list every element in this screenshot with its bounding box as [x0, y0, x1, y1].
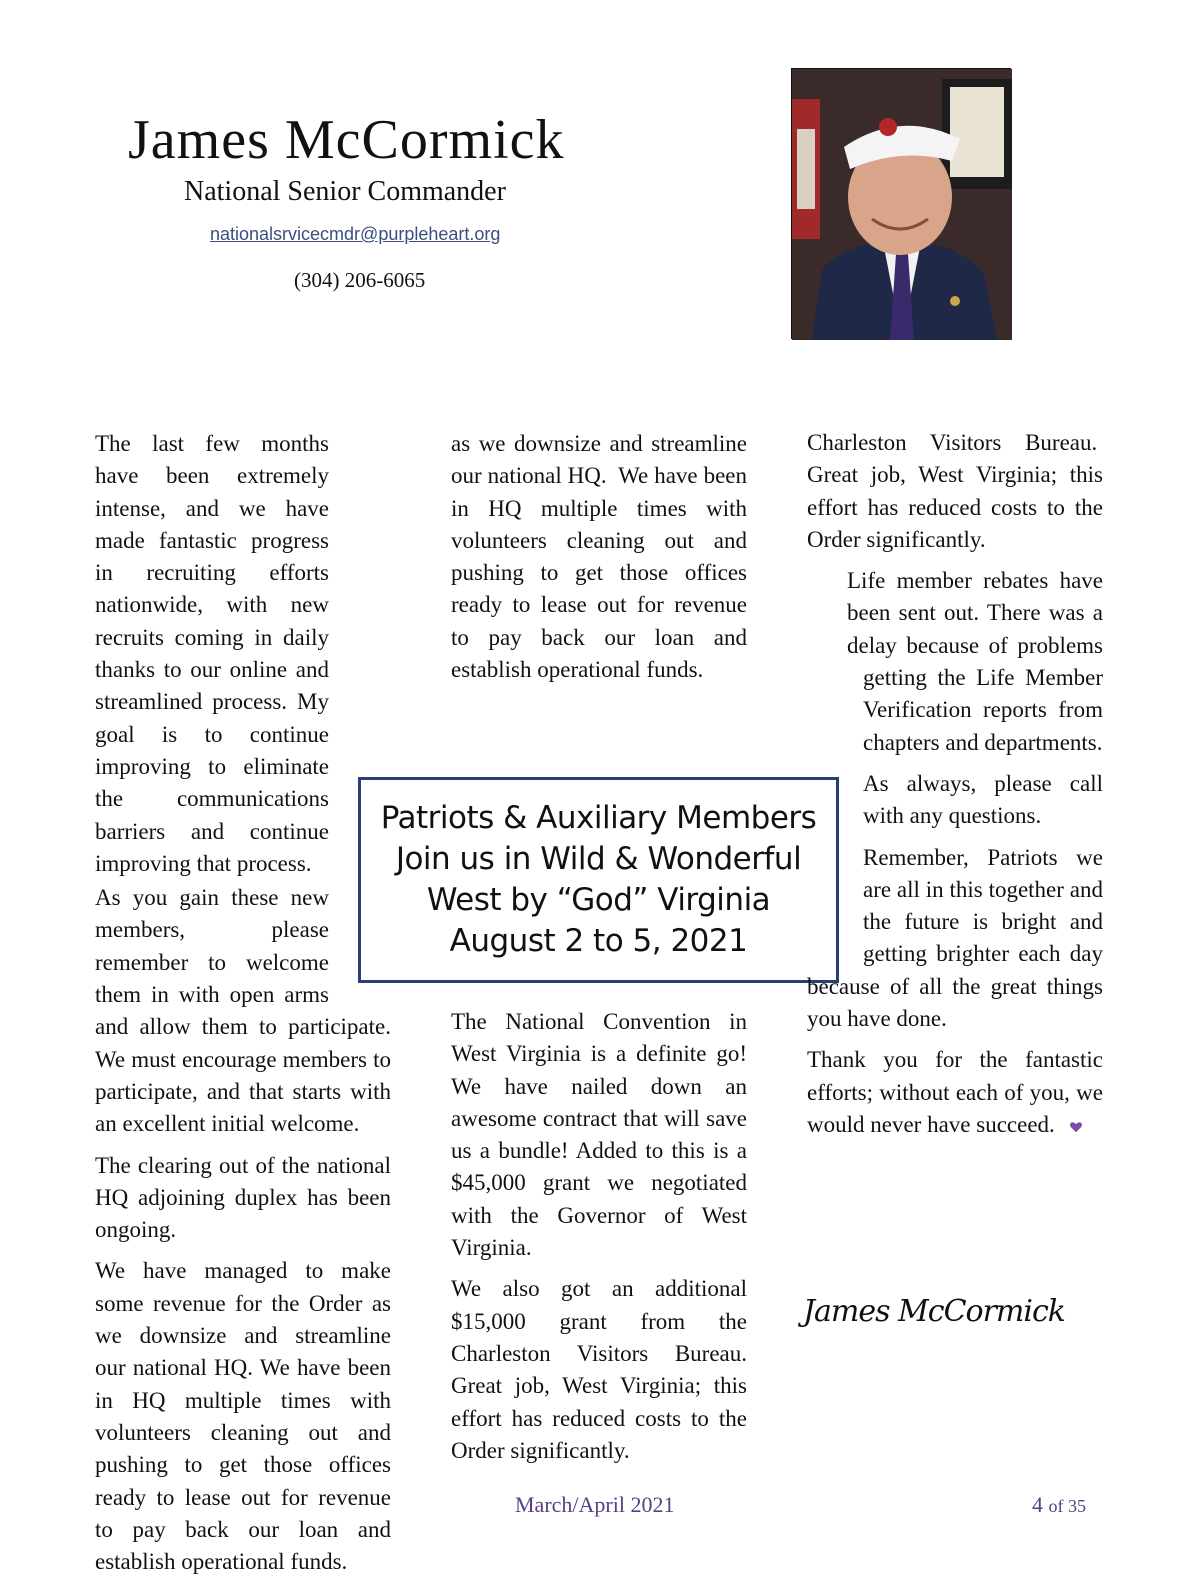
article-paragraph: The last few months have been extremely intense, and we have made fantastic progress in recruiting efforts nationwide, with new recruits coming in daily thanks to our online and streamlined process. My goal is to continue improving to eliminate the communications barriers and continue improving that process. — [95, 431, 329, 876]
page-number: 4 — [1032, 1492, 1043, 1517]
footer-issue-date: March/April 2021 — [515, 1492, 675, 1517]
article-paragraph — [807, 1044, 1103, 1141]
article-column-2-top — [451, 428, 747, 695]
article-paragraph: As you gain these new members, please remember to welcome them in with open arms and allow them to participate. We must encourage members to participate, and that starts with an excellent initial welcome. — [95, 885, 391, 1137]
article-paragraph: The clearing out of the national HQ adjoining duplex has been ongoing. — [95, 1152, 391, 1243]
signature: James McCormick — [803, 1294, 1065, 1329]
portrait-photo — [791, 68, 1011, 339]
article-column-3 — [807, 427, 1103, 1150]
article-paragraph: We have managed to make some revenue for the Order as we downsize and streamline our national HQ. We have been in HQ multiple times with volunteers cleaning out and pushing to get those offices ready to lease out for revenue to pay back our loan and establish operational funds. — [95, 1258, 391, 1575]
article-paragraph: As always, please call with any questions. — [863, 770, 1103, 829]
article-paragraph: We also got an additional $15,000 grant from the Charleston Visitors Bureau. Great job, West Virginia; this effort has reduced costs to the Order significantly. — [451, 1276, 747, 1463]
article-paragraph: Remember, Patriots we are all in this together and the future is bright and getting brighter each day because of all the great things you have done. — [807, 844, 1103, 1032]
email-link[interactable]: nationalsrvicecmdr@purpleheart.org — [210, 224, 501, 244]
callout-line: Join us in Wild & Wonderful — [395, 841, 802, 877]
purple-heart-icon — [1069, 1120, 1083, 1134]
callout-line: Patriots & Auxiliary Members — [380, 800, 817, 836]
portrait-illustration — [792, 69, 1012, 340]
callout-line: August 2 to 5, 2021 — [449, 923, 748, 959]
footer-page-number — [1032, 1492, 1086, 1518]
article-column-2-bottom — [451, 1006, 747, 1463]
author-name: James McCormick — [128, 109, 565, 171]
article-paragraph: The National Convention in West Virginia is a definite go! We have nailed down an awesome contract that will save us a bundle! Added to this is a $45,000 grant we negotiated with the Governor of West Virginia. — [451, 1009, 747, 1261]
page-total: of 35 — [1048, 1496, 1086, 1516]
author-title: National Senior Commander — [184, 176, 506, 207]
article-column-1 — [95, 428, 391, 1575]
article-paragraph: Life member rebates have been sent out. There was a delay because of problems getting the Life Member Verification reports from chapters and departments. — [847, 568, 1103, 755]
phone-number: (304) 206-6065 — [294, 268, 426, 292]
convention-callout-box — [358, 777, 839, 983]
article-paragraph-continued: as we downsize and streamline our national HQ. We have been in HQ multiple times with volunteers cleaning out and pushing to get those offices ready to lease out for revenue to pay back our loan and establish operational funds. — [451, 431, 747, 683]
callout-line: West by “God” Virginia — [426, 882, 771, 918]
article-paragraph-continued: Charleston Visitors Bureau. Great job, West Virginia; this effort has reduced costs to the Order significantly. — [807, 430, 1103, 552]
thank-you-text: Thank you for the fantastic efforts; without each of you, we would never have succeed. — [807, 1047, 1103, 1137]
